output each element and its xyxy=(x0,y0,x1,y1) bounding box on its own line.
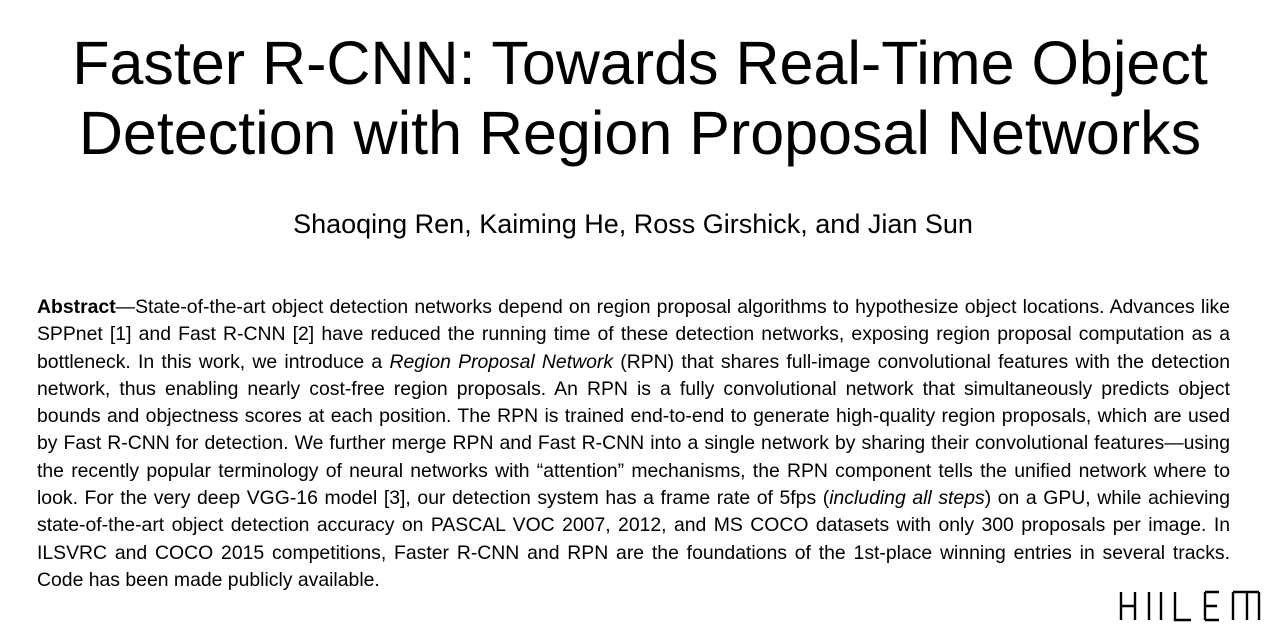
title-line-1: Faster R-CNN: Towards Real-Time Object xyxy=(72,29,1208,97)
abstract-dash: — xyxy=(115,296,136,318)
title-line-2: Detection with Region Proposal Networks xyxy=(78,99,1202,167)
watermark-logo-icon xyxy=(1113,586,1271,626)
author-list: Shaoqing Ren, Kaiming He, Ross Girshick, and Jian Sun xyxy=(293,209,973,239)
abstract-text-part-1: State-of-the-art object detection networks depend on region proposal algorithms to hypothesize object locations. Advances like SPPnet [1] and Fast R-CNN [2] have reduced the running time of these detection networks, exposing region proposal computation as a bottleneck. In this work, we introduce a xyxy=(37,296,1230,373)
abstract-paragraph xyxy=(37,294,1230,594)
abstract-label: Abstract xyxy=(37,296,116,318)
abstract-emphasis-steps: including all steps xyxy=(829,487,985,510)
abstract-emphasis-rpn: Region Proposal Network xyxy=(389,350,614,373)
abstract-text-part-3: ) on a GPU, while achieving state-of-the-art object detection accuracy on PASCAL VOC 2007, 2012, and MS COCO datasets with only 300 proposals per image. In ILSVRC and COCO 2015 competitions, Faster R-CNN and RPN are the foundations of the 1st-place winning entries in several tracks. Code has been made publicly available. xyxy=(37,487,1230,591)
abstract-text-part-2: (RPN) that shares full-image convolutional features with the detection network, thus enabling nearly cost-free region proposals. An RPN is a fully convolutional network that simultaneously predicts object bounds and objectness scores at each position. The RPN is trained end-to-end to generate high-quality region proposals, which are used by Fast R-CNN for detection. We further merge RPN and Fast R-CNN into a single network by sharing their convolutional features—using the recently popular terminology of neural networks with “attention” mechanisms, the RPN component tells the unified network where to look. For the very deep VGG-16 model [3], our detection system has a frame rate of 5fps ( xyxy=(37,350,1230,510)
paper-title xyxy=(0,28,1280,168)
